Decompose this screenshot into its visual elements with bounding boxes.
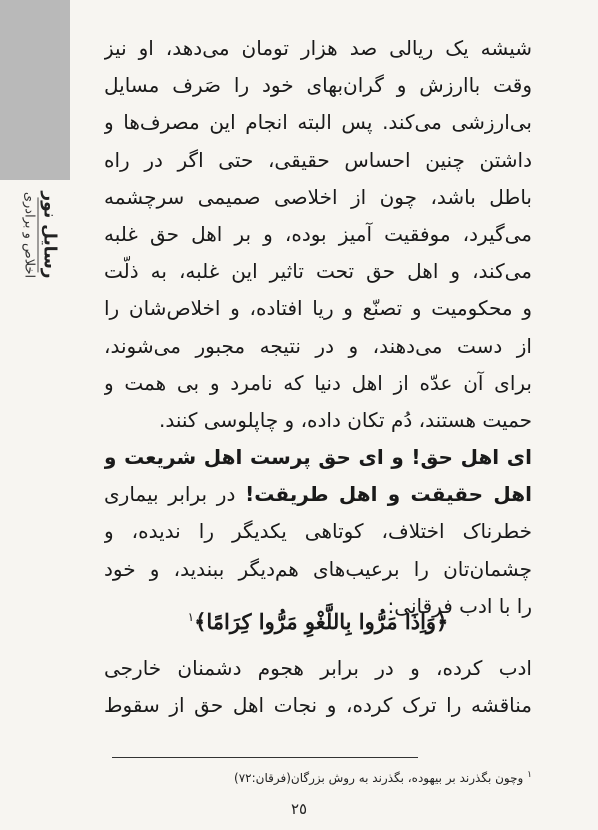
text-line: می‌گیرد، موفقیت آمیز بوده، و بر اهل حق غلبه — [104, 221, 532, 246]
text-line: حمیت هستند، دُم تکان داده، و چاپلوسی کنند. — [158, 407, 532, 432]
text-line: وقت باارزش و گران‌بهای خود را صَرف مسایل — [104, 73, 532, 98]
bold-phrase: اهل حقیقت و اهل طریقت! — [245, 482, 532, 507]
text-line: خطرناک اختلاف، کوتاهی یکدیگر را ندیده، و — [104, 519, 532, 544]
body-text-continued — [104, 650, 532, 724]
footnote-separator — [112, 757, 418, 758]
text-line: ادب کرده، و در برابر هجوم دشمنان خارجی — [104, 656, 532, 680]
text-line: می‌کند، و اهل حق تحت تاثیر این غلبه، به ذلّت — [104, 259, 532, 284]
bold-phrase: ای اهل حق! و ای حق پرست اهل شریعت و — [104, 445, 532, 470]
footnote-text: وچون بگذرند بر بیهوده، بگذرند به روش بزرگان(فرقان:٧٢) — [234, 771, 524, 785]
text-line: چشمان‌تان را برعیب‌های هم‌دیگر ببندید، و خود — [104, 556, 532, 581]
text-line: برای آن عدّه از اهل دنیا که نامرد و بی همت و — [104, 370, 532, 395]
book-title: رسایل نور — [39, 191, 60, 279]
text-line: بی‌ارزشی می‌کند. پس البته انجام این مصرف‌ها و — [104, 110, 532, 135]
page-number: ٢٥ — [290, 800, 308, 818]
body-text — [104, 30, 532, 625]
footnote-number: ١ — [527, 770, 532, 780]
quran-verse — [104, 597, 532, 637]
text-line: و محکومیت و تصنّع و ریا افتاده، و اخلاص‌شان را — [104, 296, 532, 321]
header-rule — [38, 197, 39, 272]
footnote — [112, 766, 532, 787]
text-line: از دست می‌دهند، و در نتیجه مجبور می‌شوند، — [104, 333, 532, 358]
running-header — [21, 191, 60, 278]
chapter-title: اخلاص و برادری — [21, 191, 37, 279]
text-line: مناقشه را ترک کرده، و نجات اهل حق از سقوط — [104, 693, 532, 718]
text-line: باطل باشد، چون از اخلاصی صمیمی سرچشمه — [104, 184, 532, 209]
text-line: را با ادب فرقانی: — [387, 593, 532, 618]
bold-text-line — [104, 439, 532, 476]
verse-text: ﴿وَاِذَا مَرُّوا بِاللَّغْوِ مَرُّوا كِرَامًا﴾ — [194, 609, 449, 634]
side-tab — [0, 0, 70, 180]
text-fragment: در برابر بیماری — [104, 482, 246, 507]
footnote-marker: ١ — [187, 610, 195, 624]
text-line: شیشه یک ریالی صد هزار تومان می‌دهد، او نیز — [104, 36, 532, 60]
text-line — [104, 476, 532, 513]
text-line: داشتن چنین احساس حقیقی، حتی اگر در راه — [104, 147, 532, 172]
